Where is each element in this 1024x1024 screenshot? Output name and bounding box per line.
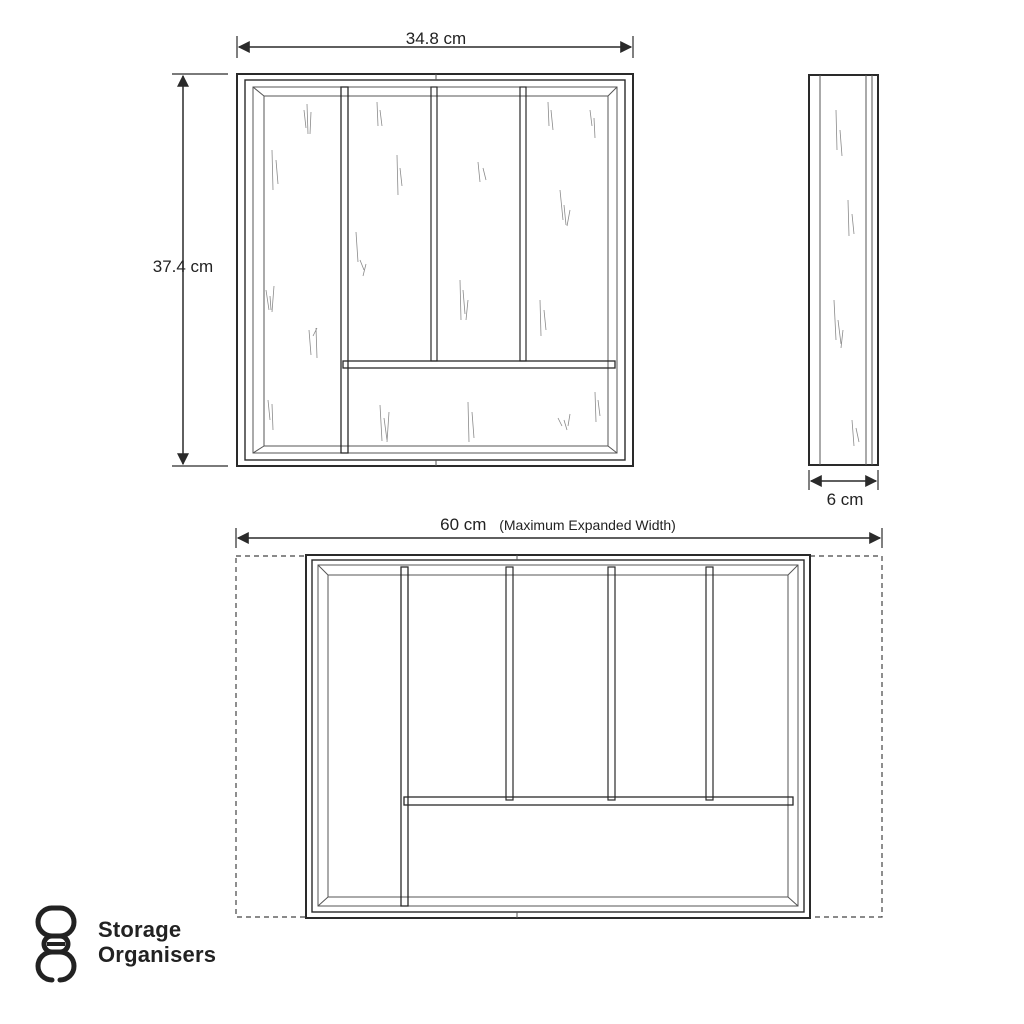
top-width-dimension — [237, 29, 633, 58]
tray-side-view — [809, 75, 878, 465]
depth-dimension — [809, 470, 878, 509]
svg-text:60 cm (Maximum Expanded — [440, 515, 676, 534]
tray-top-view — [237, 74, 633, 466]
top-width-label: 34.8 cm — [405, 29, 467, 48]
tray-expanded-view — [236, 555, 882, 918]
depth-label: 6 cm — [826, 490, 864, 509]
brand-name — [98, 917, 216, 967]
wood-grain-texture — [266, 102, 600, 442]
brand-logo-icon — [38, 908, 74, 980]
expanded-width-dimension — [236, 515, 882, 548]
expanded-width-label: 60 cm — [440, 515, 487, 534]
height-dimension — [153, 74, 228, 466]
extension-right-outline — [810, 556, 882, 917]
extension-left-outline — [236, 556, 306, 917]
brand-line-1: Storage — [98, 917, 182, 942]
brand-line-2: Organisers — [98, 942, 217, 967]
expanded-width-note: (Maximum Expanded Width) — [499, 517, 676, 533]
height-label: 37.4 cm — [152, 257, 214, 276]
